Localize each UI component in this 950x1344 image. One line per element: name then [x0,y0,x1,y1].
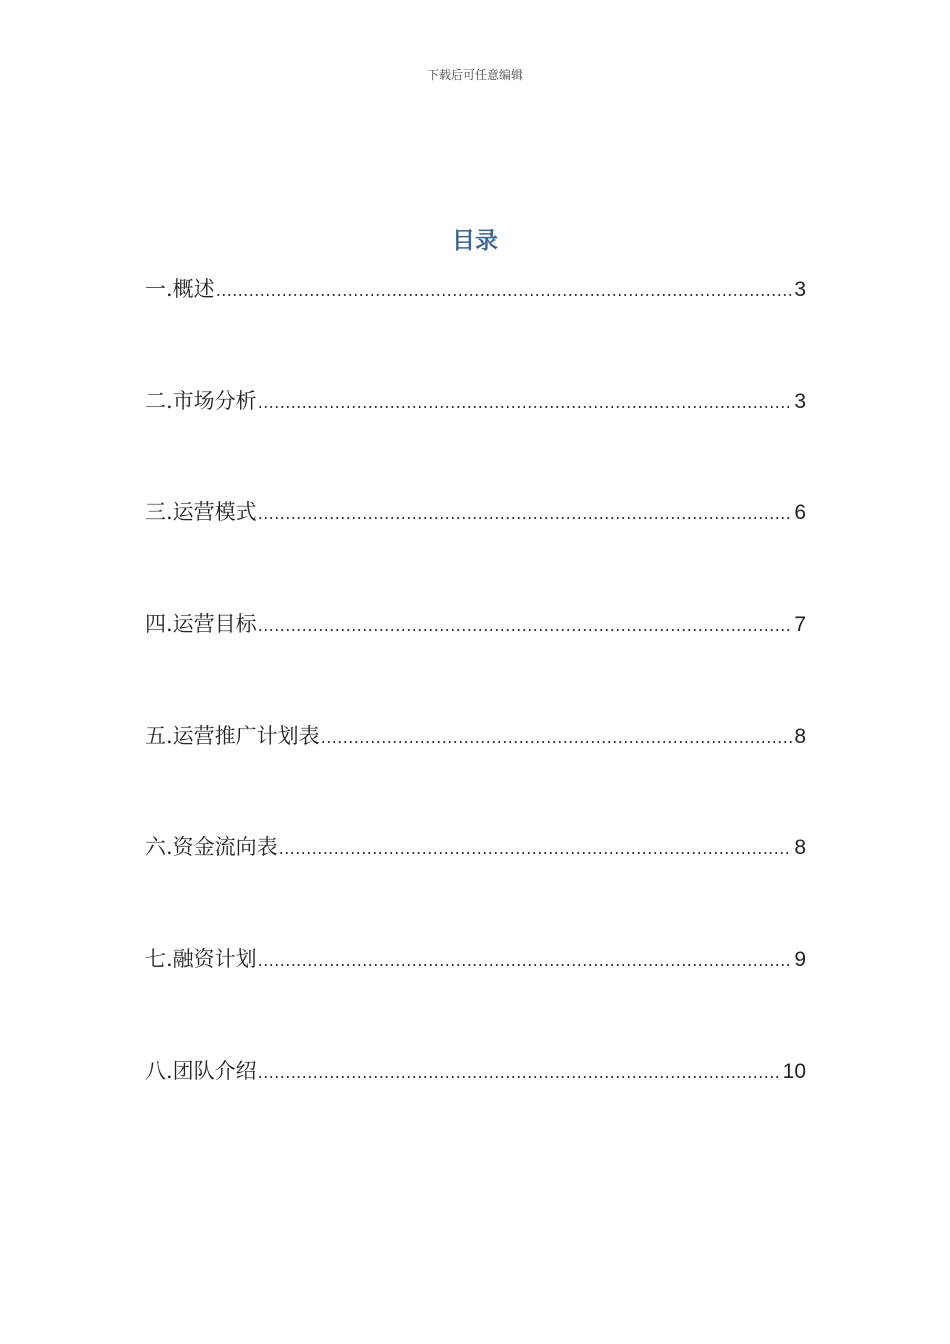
toc-entry-financing-plan[interactable] [145,943,806,1055]
toc-entry-label: 五.运营推广计划表 [145,723,320,748]
toc-entry-label: 六.资金流向表 [145,835,278,860]
toc-entry-label: 四.运营目标 [145,612,257,637]
toc-page-number: 10 [782,1059,806,1083]
toc-dot-leader [279,838,793,859]
toc-entry-team-intro[interactable] [145,1055,806,1167]
toc-dot-leader [321,727,793,748]
toc-page-number: 3 [794,389,806,413]
toc-title: 目录 [452,228,498,254]
toc-entry-label: 三.运营模式 [145,500,257,525]
toc-page-number: 9 [794,948,806,972]
toc-dot-leader [258,1062,781,1083]
toc-page-number: 8 [794,836,806,860]
toc-entry-market-analysis[interactable] [145,385,806,497]
toc-entry-operation-goals[interactable] [145,608,806,720]
toc-entry-fund-flow[interactable] [145,831,806,943]
table-of-contents [145,273,806,1167]
toc-entry-overview[interactable] [145,273,806,385]
toc-dot-leader [258,392,793,413]
toc-entry-operation-model[interactable] [145,496,806,608]
toc-entry-label: 二.市场分析 [145,388,257,413]
toc-entry-label: 一.概述 [145,277,215,301]
toc-page-number: 6 [794,501,806,525]
toc-dot-leader [258,615,793,636]
toc-page-number: 3 [794,278,806,301]
toc-page-number: 8 [794,724,806,748]
toc-page-number: 7 [794,613,806,637]
toc-dot-leader [258,503,793,524]
toc-entry-label: 八.团队介绍 [145,1058,257,1083]
page-header: 下载后可任意编辑 [426,68,523,82]
toc-entry-label: 七.融资计划 [145,947,257,972]
toc-entry-promotion-plan[interactable] [145,720,806,832]
toc-dot-leader [258,950,793,971]
toc-dot-leader [216,280,793,301]
